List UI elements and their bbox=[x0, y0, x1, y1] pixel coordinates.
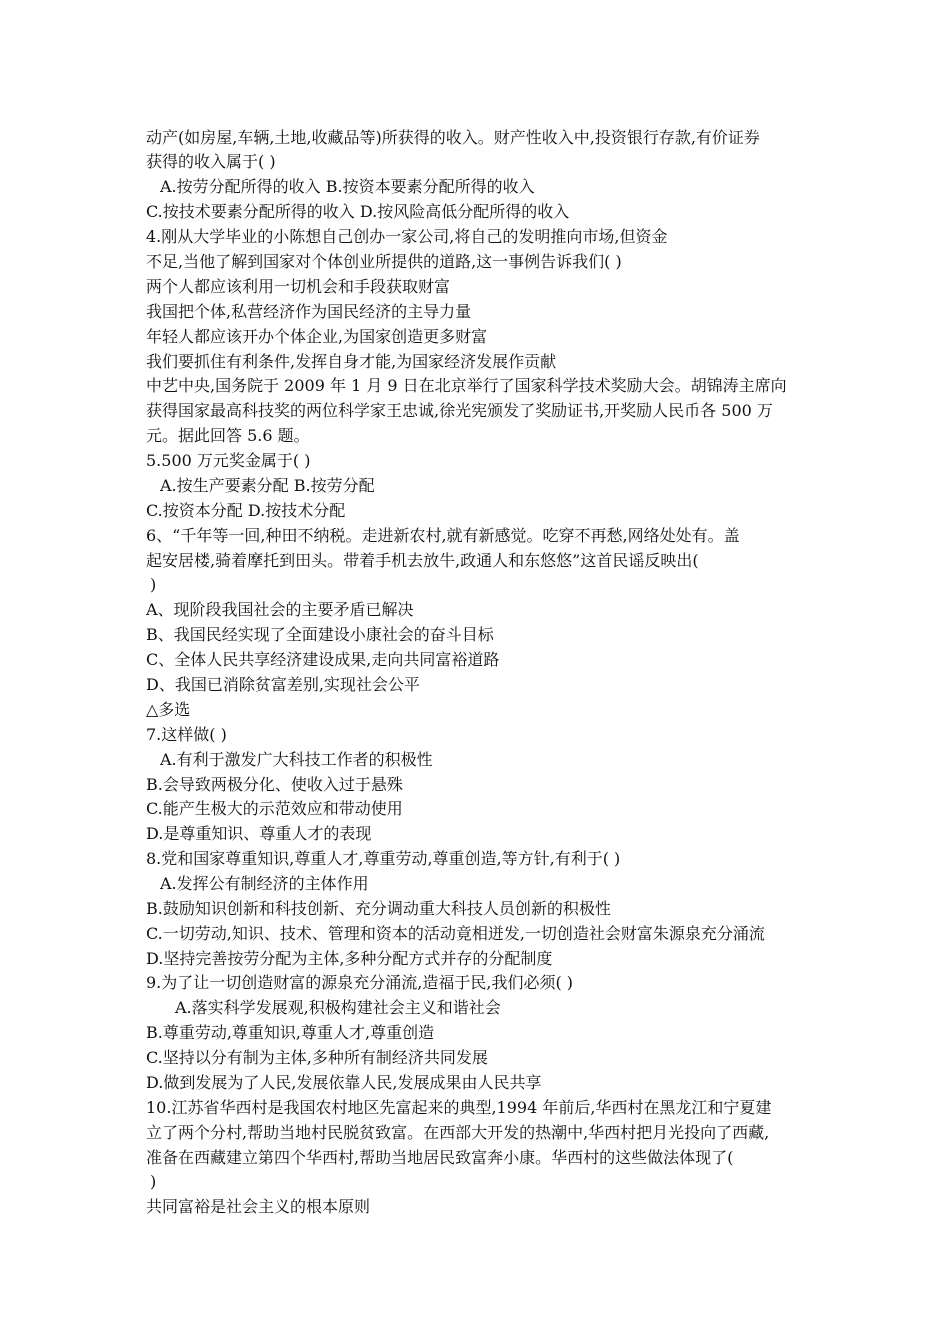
option-line: A.按劳分配所得的收入 B.按资本要素分配所得的收入 bbox=[160, 177, 535, 196]
text-line: 动产(如房屋,车辆,土地,收藏品等)所获得的收入。财产性收入中,投资银行存款,有价证券 bbox=[146, 128, 760, 147]
text-line: ) bbox=[150, 1172, 157, 1191]
text-line: 起安居楼,骑着摩托到田头。带着手机去放牛,政通人和东悠悠”这首民谣反映出( bbox=[146, 551, 699, 570]
option-line: B.会导致两极分化、使收入过于悬殊 bbox=[146, 775, 403, 794]
option-line: B.鼓励知识创新和科技创新、充分调动重大科技人员创新的积极性 bbox=[146, 899, 611, 918]
question-5: 5.500 万元奖金属于( ) bbox=[146, 451, 311, 470]
option-line: A.发挥公有制经济的主体作用 bbox=[160, 874, 369, 893]
text-line: 准备在西藏建立第四个华西村,帮助当地居民致富奔小康。华西村的这些做法体现了( bbox=[146, 1148, 734, 1167]
question-7: 7.这样做( ) bbox=[146, 725, 227, 744]
option-line: B、我国民经实现了全面建设小康社会的奋斗目标 bbox=[146, 625, 494, 644]
text-line: 不足,当他了解到国家对个体创业所提供的道路,这一事例告诉我们( ) bbox=[146, 252, 622, 271]
option-line: C.一切劳动,知识、技术、管理和资本的活动竟相迸发,一切创造社会财富朱源泉充分涌流 bbox=[146, 924, 765, 943]
option-line: 共同富裕是社会主义的根本原则 bbox=[146, 1197, 371, 1216]
passage-line: 元。据此回答 5.6 题。 bbox=[146, 426, 310, 445]
text-line: 获得的收入属于( ) bbox=[146, 152, 276, 171]
question-6: 6、“千年等一回,种田不纳税。走进新农村,就有新感觉。吃穿不再愁,网络处处有。盖 bbox=[146, 526, 740, 545]
option-line: C.按技术要素分配所得的收入 D.按风险高低分配所得的收入 bbox=[146, 202, 570, 221]
question-10: 10.江苏省华西村是我国农村地区先富起来的典型,1994 年前后,华西村在黑龙江和宁夏建 bbox=[146, 1098, 772, 1117]
section-heading: △多选 bbox=[146, 700, 191, 719]
option-line: A.落实科学发展观,积极构建社会主义和谐社会 bbox=[175, 998, 501, 1017]
passage-line: 获得国家最高科技奖的两位科学家王忠诚,徐光宪颁发了奖励证书,开奖励人民币各 500 万 bbox=[146, 401, 773, 420]
option-line: 年轻人都应该开办个体企业,为国家创造更多财富 bbox=[146, 327, 488, 346]
option-line: A、现阶段我国社会的主要矛盾已解决 bbox=[146, 600, 414, 619]
option-line: C.坚持以分有制为主体,多种所有制经济共同发展 bbox=[146, 1048, 488, 1067]
option-line: A.有利于激发广大科技工作者的积极性 bbox=[160, 750, 433, 769]
option-line: C.按资本分配 D.按技术分配 bbox=[146, 501, 346, 520]
option-line: A.按生产要素分配 B.按劳分配 bbox=[160, 476, 375, 495]
option-line: D、我国已消除贫富差别,实现社会公平 bbox=[146, 675, 420, 694]
option-line: 我国把个体,私营经济作为国民经济的主导力量 bbox=[146, 302, 472, 321]
option-line: C.能产生极大的示范效应和带动使用 bbox=[146, 799, 403, 818]
text-line: ) bbox=[150, 575, 157, 594]
passage-line: 中艺中央,国务院于 2009 年 1 月 9 日在北京举行了国家科学技术奖励大会。胡锦涛主席向 bbox=[146, 376, 787, 395]
option-line: 我们要抓住有利条件,发挥自身才能,为国家经济发展作贡献 bbox=[146, 352, 557, 371]
option-line: D.坚持完善按劳分配为主体,多种分配方式并存的分配制度 bbox=[146, 949, 553, 968]
text-line: 立了两个分村,帮助当地村民脱贫致富。在西部大开发的热潮中,华西村把月光投向了西藏, bbox=[146, 1123, 770, 1142]
option-line: D.是尊重知识、尊重人才的表现 bbox=[146, 824, 372, 843]
question-8: 8.党和国家尊重知识,尊重人才,尊重劳动,尊重创造,等方针,有利于( ) bbox=[146, 849, 621, 868]
question-4: 4.刚从大学毕业的小陈想自己创办一家公司,将自己的发明推向市场,但资金 bbox=[146, 227, 668, 246]
option-line: C、全体人民共享经济建设成果,走向共同富裕道路 bbox=[146, 650, 500, 669]
option-line: B.尊重劳动,尊重知识,尊重人才,尊重创造 bbox=[146, 1023, 435, 1042]
option-line: D.做到发展为了人民,发展依靠人民,发展成果由人民共享 bbox=[146, 1073, 542, 1092]
option-line: 两个人都应该利用一切机会和手段获取财富 bbox=[146, 277, 451, 296]
question-9: 9.为了让一切创造财富的源泉充分涌流,造福于民,我们必须( ) bbox=[146, 973, 574, 992]
